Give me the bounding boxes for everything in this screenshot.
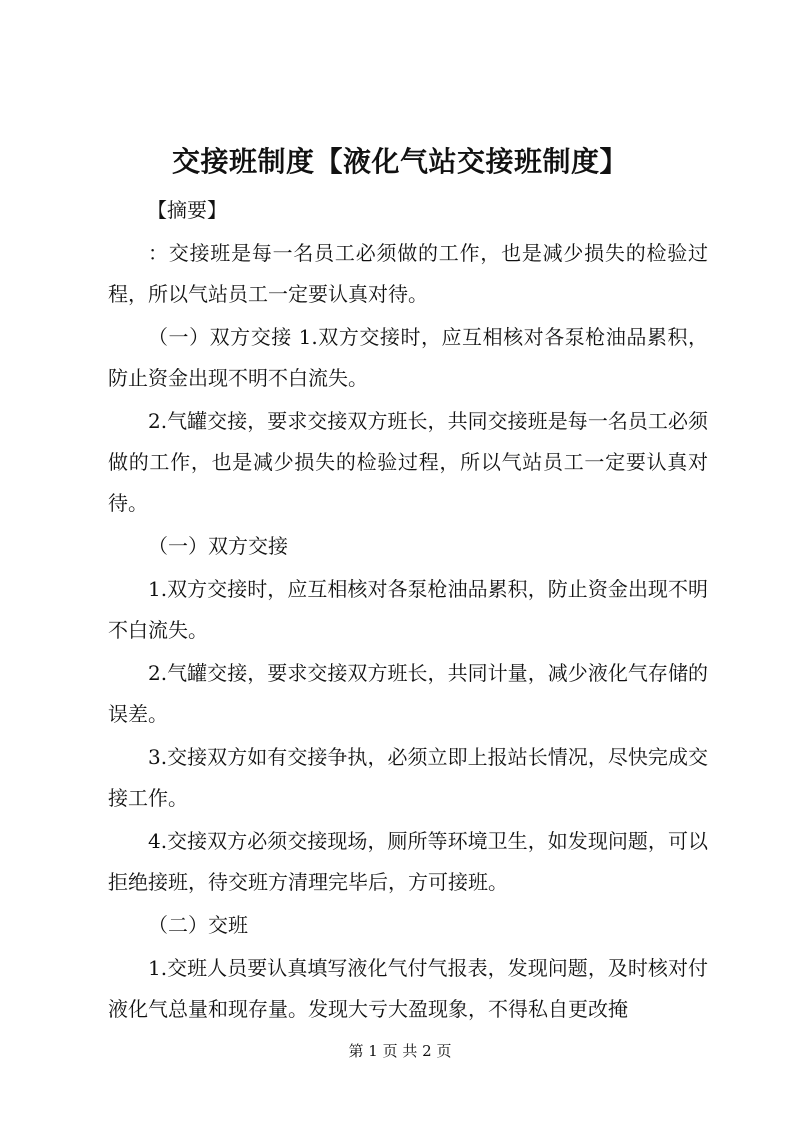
- page-number: 第 1 页 共 2 页: [348, 1042, 452, 1060]
- body-paragraph: 3.交接双方如有交接争执，必须立即上报站长情况，尽快完成交接工作。: [108, 745, 708, 810]
- body-paragraph: 4.交接双方必须交接现场，厕所等环境卫生，如发现问题，可以拒绝接班，待交班方清理完毕后，方可接班。: [108, 829, 708, 894]
- summary-heading: 【摘要】: [147, 198, 227, 222]
- body-paragraph: （一）双方交接 1.双方交接时，应互相核对各泵枪油品累积，防止资金出现不明不白流失。: [108, 325, 708, 390]
- body-paragraph: 1.交班人员要认真填写液化气付气报表，发现问题，及时核对付液化气总量和现存量。发现大亏大盈现象，不得私自更改掩: [108, 956, 708, 1021]
- section-heading: （一）双方交接: [148, 534, 288, 558]
- document-body: [108, 190, 708, 1032]
- page-footer: [0, 1040, 800, 1062]
- section-heading: （二）交班: [148, 913, 248, 937]
- document-title: 交接班制度【液化气站交接班制度】: [171, 145, 628, 178]
- body-paragraph: 1.双方交接时，应互相核对各泵枪油品累积，防止资金出现不明不白流失。: [108, 577, 708, 642]
- summary-paragraph: ：交接班是每一名员工必须做的工作，也是减少损失的检验过程，所以气站员工一定要认真对待。: [108, 241, 708, 306]
- body-paragraph: 2.气罐交接，要求交接双方班长，共同计量，减少液化气存储的误差。: [108, 661, 708, 726]
- body-paragraph: 2.气罐交接，要求交接双方班长，共同交接班是每一名员工必须做的工作，也是减少损失的检验过程，所以气站员工一定要认真对待。: [108, 409, 708, 515]
